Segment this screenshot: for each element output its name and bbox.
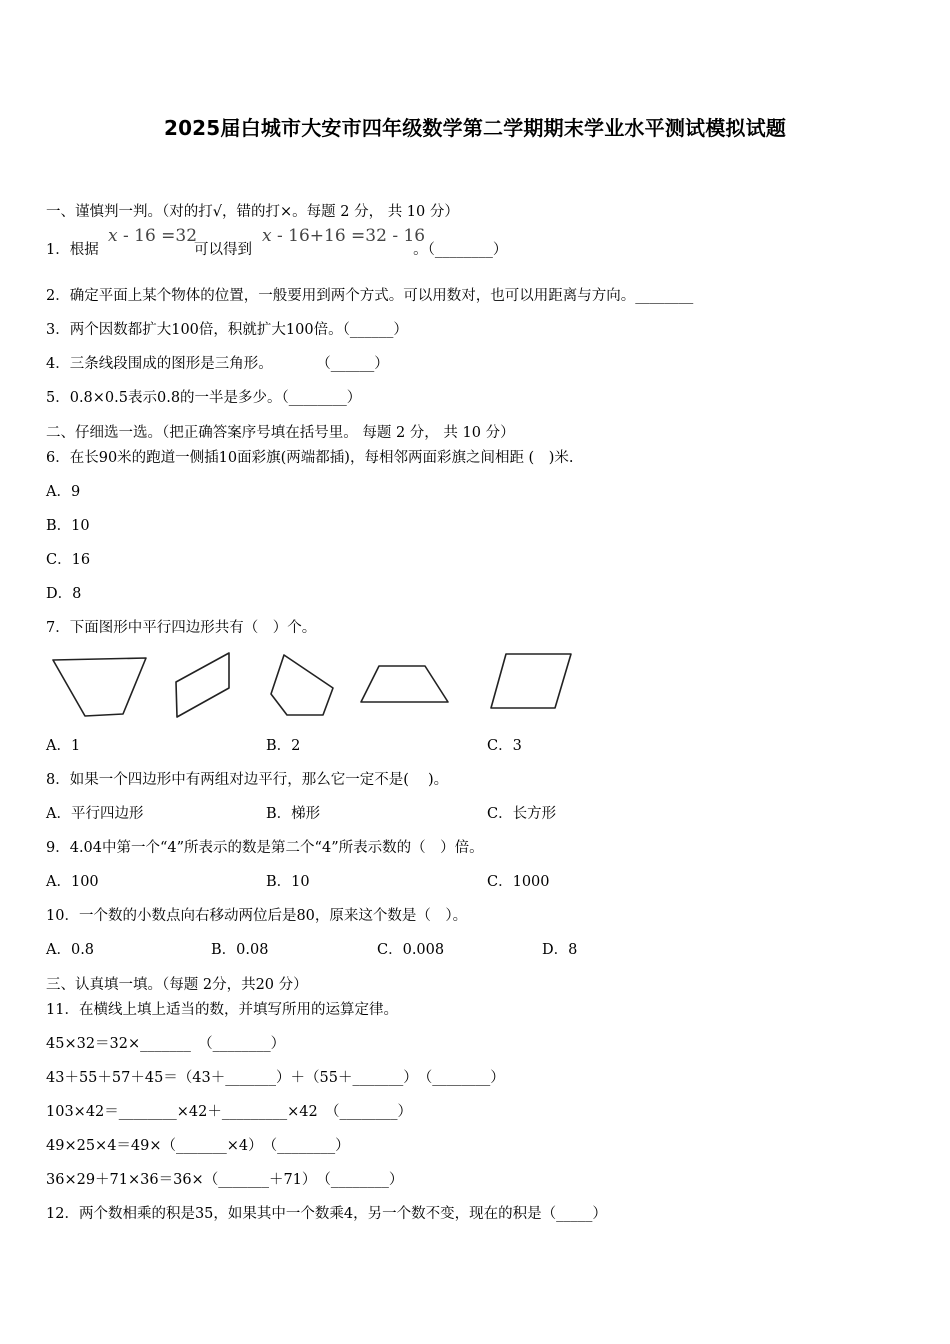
q7-option-b: B．2 — [266, 738, 301, 754]
q7-shapes-figure — [40, 645, 600, 730]
question-11: 11．在横线上填上适当的数，并填写所用的运算定律。 — [46, 1002, 398, 1018]
q9-option-b: B．10 — [266, 874, 310, 890]
q8-option-c: C．长方形 — [487, 806, 557, 822]
question-2: 2．确定平面上某个物体的位置，一般要用到两个方式。可以用数对，也可以用距离与方向。________ — [46, 288, 694, 304]
section-1-heading: 一、谨慎判一判。（对的打√，错的打×。每题 2 分， 共 10 分） — [46, 204, 459, 220]
q7-option-c: C．3 — [487, 738, 522, 754]
shape-parallelogram-small — [176, 653, 229, 717]
q10-option-c: C．0.008 — [377, 942, 445, 958]
q1-suffix: 。（________） — [413, 242, 508, 258]
q10-option-a: A．0.8 — [46, 942, 95, 958]
q11-line-2: 43＋55＋57＋45＝（43＋_______）＋（55＋_______） （________） — [46, 1070, 505, 1086]
shape-trapezoid — [361, 666, 448, 702]
shape-trapezoid-inverted — [53, 658, 146, 716]
q9-option-c: C．1000 — [487, 874, 550, 890]
q10-option-d: D．8 — [542, 942, 578, 958]
q11-line-3: 103×42＝________×42＋_________×42 （________） — [46, 1104, 412, 1120]
q6-option-c: C．16 — [46, 552, 91, 568]
section-2-heading: 二、仔细选一选。（把正确答案序号填在括号里。 每题 2 分， 共 10 分） — [46, 425, 515, 441]
section-3-heading: 三、认真填一填。（每题 2分，共20 分） — [46, 977, 308, 993]
q8-option-a: A．平行四边形 — [46, 806, 144, 822]
q11-line-1: 45×32＝32×_______ （________） — [46, 1036, 286, 1052]
q6-option-b: B．10 — [46, 518, 90, 534]
q1-equation-2: x - 16+16 =32 - 16 — [262, 226, 426, 246]
question-10: 10．一个数的小数点向右移动两位后是80，原来这个数是（ ）。 — [46, 908, 468, 924]
q8-option-b: B．梯形 — [266, 806, 321, 822]
q10-option-b: B．0.08 — [211, 942, 269, 958]
shape-parallelogram-large — [491, 654, 571, 708]
q6-option-a: A．9 — [46, 484, 81, 500]
question-4: 4．三条线段围成的图形是三角形。 （______） — [46, 356, 389, 372]
q6-option-d: D．8 — [46, 586, 82, 602]
q1-middle: 可以得到 — [193, 242, 252, 258]
q11-line-5: 36×29＋71×36＝36×（_______＋71） （________） — [46, 1172, 404, 1188]
q7-option-a: A．1 — [46, 738, 81, 754]
question-12: 12．两个数相乘的积是35，如果其中一个数乘4，另一个数不变，现在的积是（_____） — [46, 1206, 607, 1222]
question-9: 9．4.04中第一个“4”所表示的数是第二个“4”所表示数的（ ）倍。 — [46, 840, 484, 856]
question-6: 6．在长90米的跑道一侧插10面彩旗(两端都插)，每相邻两面彩旗之间相距 ( )米. — [46, 450, 574, 466]
q11-line-4: 49×25×4＝49×（_______×4） （________） — [46, 1138, 350, 1154]
page-title: 2025届白城市大安市四年级数学第二学期期末学业水平测试模拟试题 — [163, 116, 787, 140]
question-8: 8．如果一个四边形中有两组对边平行，那么它一定不是( )。 — [46, 772, 449, 788]
question-5: 5．0.8×0.5表示0.8的一半是多少。（________） — [46, 390, 362, 406]
shape-pentagon — [271, 655, 333, 715]
question-7: 7．下面图形中平行四边形共有（ ）个。 — [46, 620, 317, 636]
q1-equation-1: x - 16 =32 — [108, 226, 198, 246]
q9-option-a: A．100 — [46, 874, 99, 890]
q1-prefix: 1．根据 — [46, 242, 99, 258]
question-3: 3．两个因数都扩大100倍，积就扩大100倍。（______） — [46, 322, 408, 338]
